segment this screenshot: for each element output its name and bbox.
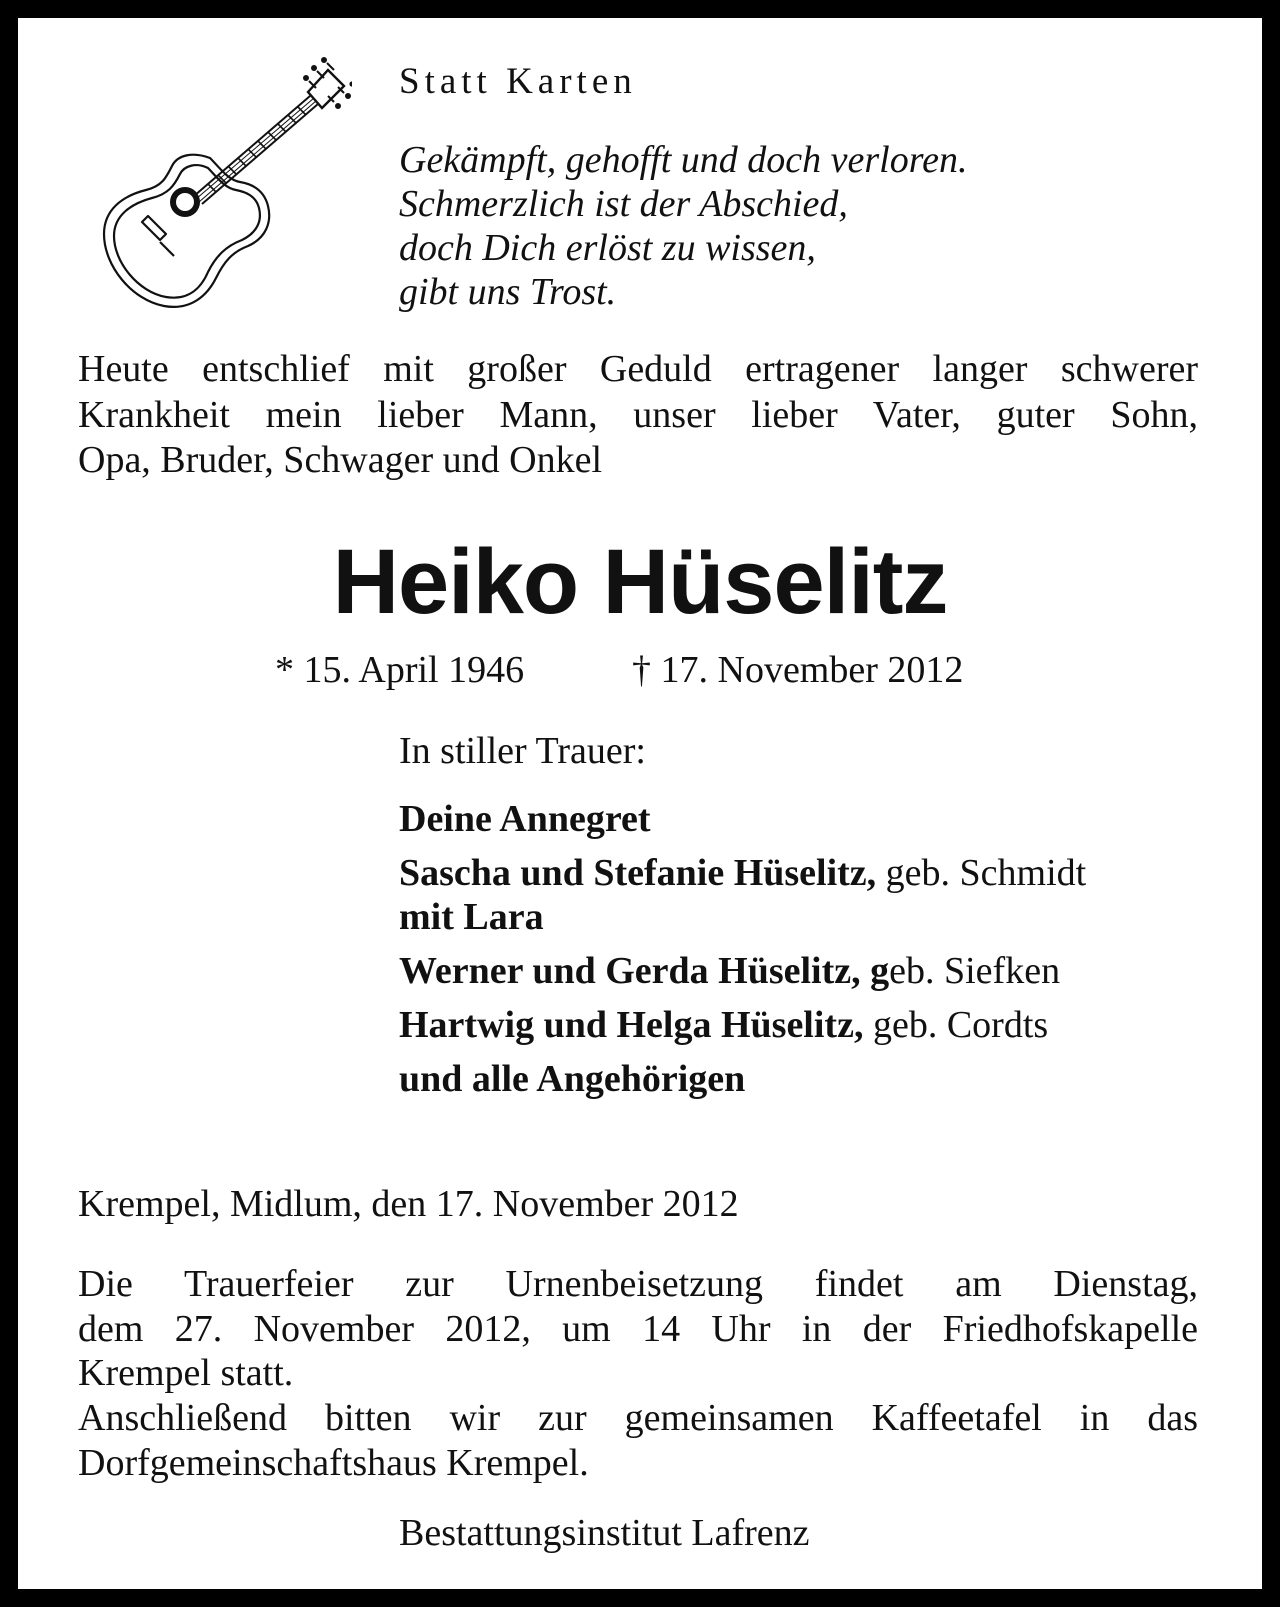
mourner-name: mit Lara xyxy=(399,896,544,938)
mourner-name: und alle Angehörigen xyxy=(399,1058,746,1100)
statt-karten-label: Statt Karten xyxy=(399,61,637,102)
mourner-entry xyxy=(399,797,651,841)
birth-date: * 15. April 1946 xyxy=(275,649,525,691)
mourner-entry xyxy=(399,895,544,939)
ceremony-line: Anschließend bitten wir zur gemeinsamen Kaffeetafel in das xyxy=(78,1397,1198,1439)
guitar-icon xyxy=(82,56,352,324)
mourner-entry xyxy=(399,949,1060,993)
place-date: Krempel, Midlum, den 17. November 2012 xyxy=(78,1183,739,1225)
poem-line: doch Dich erlöst zu wissen, xyxy=(399,227,816,269)
intro-line: Krankheit mein lieber Mann, unser lieber Vater, guter Sohn, xyxy=(78,394,1198,436)
mourner-entry xyxy=(399,851,1086,895)
poem-line: gibt uns Trost. xyxy=(399,271,617,313)
mourner-name: Hartwig und Helga Hüselitz, xyxy=(399,1004,864,1046)
mourner-name: Werner und Gerda Hüselitz, g xyxy=(399,950,890,992)
poem-line: Schmerzlich ist der Abschied, xyxy=(399,183,848,225)
undertaker-name: Bestattungsinstitut Lafrenz xyxy=(399,1512,810,1554)
poem-line: Gekämpft, gehofft und doch verloren. xyxy=(399,139,968,181)
intro-line: Opa, Bruder, Schwager und Onkel xyxy=(78,439,603,481)
deceased-name: Heiko Hüselitz xyxy=(332,531,948,633)
mourner-name: Deine Annegret xyxy=(399,798,651,840)
mourning-label: In stiller Trauer: xyxy=(399,730,646,772)
mourner-note: eb. Siefken xyxy=(889,950,1061,992)
mourner-note: geb. Schmidt xyxy=(876,852,1087,894)
intro-line: Heute entschlief mit großer Geduld ertragener langer schwerer xyxy=(78,348,1198,390)
mourner-entry xyxy=(399,1003,1048,1047)
mourner-note: geb. Cordts xyxy=(863,1004,1049,1046)
ceremony-line: Dorfgemeinschaftshaus Krempel. xyxy=(78,1442,589,1484)
mourner-entry xyxy=(399,1057,745,1101)
ceremony-line: Die Trauerfeier zur Urnenbeisetzung findet am Dienstag, xyxy=(78,1263,1198,1305)
death-date: † 17. November 2012 xyxy=(632,649,964,691)
ceremony-line: dem 27. November 2012, um 14 Uhr in der Friedhofskapelle xyxy=(78,1308,1198,1350)
ceremony-line: Krempel statt. xyxy=(78,1352,294,1394)
mourner-name: Sascha und Stefanie Hüselitz, xyxy=(399,852,877,894)
